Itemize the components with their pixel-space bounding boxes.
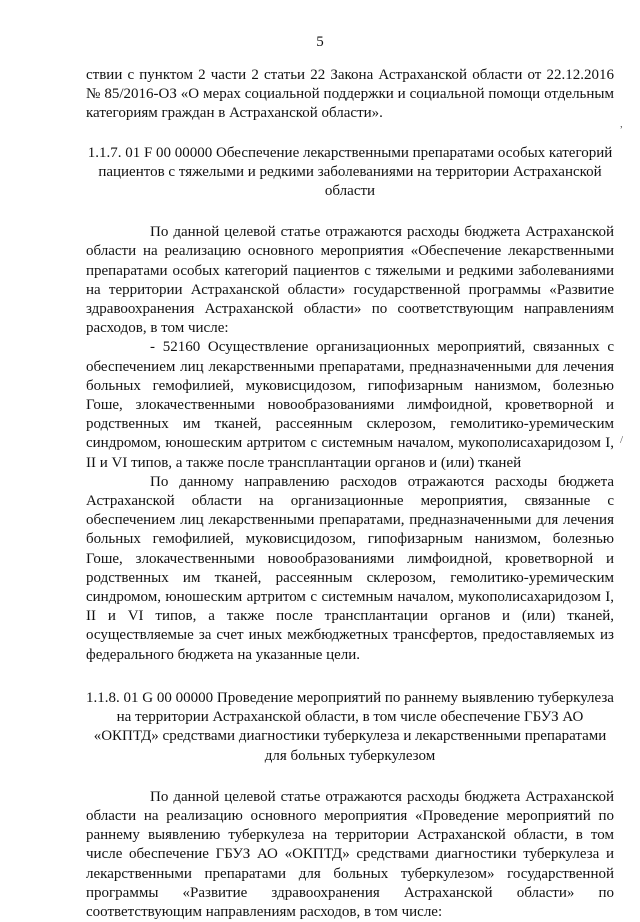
page-number: 5	[316, 34, 324, 50]
section-1-paragraph-1: По данной целевой статье отражаются расходы бюджета Астраханской области на реализацию основного мероприятия «Обеспечение лекарственными препаратами особых категорий пациентов с тяжелыми и редкими заболеваниями на территории Астраханской области» государственной программы «Развитие здравоохранения Астраханской области» по соответствующим направлениям расходов, в том числе:	[86, 224, 614, 337]
section-1-paragraph-3: По данному направлению расходов отражаются расходы бюджета Астраханской области на организационные мероприятия, связанные с обеспечением лиц лекарственными препаратами, предназначенными для лечения больных гемофилией, муковисцидозом, гипофизарным нанизмом, болезнью Гоше, злокачественными новообразованиями лимфоидной, кроветворной и родственных им тканей, рассеянным склерозом, гемолитико-уремическим синдромом, юношеским артритом с системным началом, мукополисахаридозом I, II и VI типов, а также после трансплантации органов и (или) тканей, осуществляемые за счет иных межбюджетных трансфертов, предоставляемых из федерального бюджета на указанные цели.	[86, 473, 614, 663]
section-2-paragraph-1: По данной целевой статье отражаются расходы бюджета Астраханской области на реализацию основного мероприятия «Проведение мероприятий по раннему выявлению туберкулеза на территории Астраханской области, в том числе обеспечение ГБУЗ АО «ОКПТД» средствами диагностики туберкулеза и лекарственными препаратами для больных туберкулезом» государственной программы «Развитие здравоохранения Астраханской области» по соответствующим направлениям расходов, в том числе:	[86, 788, 614, 920]
intro-paragraph: ствии с пунктом 2 части 2 статьи 22 Закона Астраханской области от 22.12.2016 № 85/2016-ОЗ «О мерах социальной поддержки и социальной помощи отдельным категориям граждан в Астраханской области».	[86, 67, 614, 122]
margin-tick-mark: /	[620, 434, 624, 446]
section-heading-1-1-8: 1.1.8. 01 G 00 00000 Проведение мероприятий по раннему выявлению туберкулеза на территории Астраханской области, в том числе обеспечение ГБУЗ АО «ОКПТД» средствами диагностики туберкулеза и лекарственными препаратами для больных туберкулезом	[86, 689, 614, 764]
document-body	[86, 66, 614, 922]
section-1-paragraph-2: - 52160 Осуществление организационных мероприятий, связанных с обеспечением лиц лекарственными препаратами, предназначенными для лечения больных гемофилией, муковисцидозом, гипофизарным нанизмом, болезнью Гоше, злокачественными новообразованиями лимфоидной, кроветворной и родственных им тканей, рассеянным склерозом, гемолитико-уремическим синдромом, юношеским артритом с системным началом, мукополисахаридозом I, II и VI типов, а также после трансплантации органов и (или) тканей	[86, 339, 614, 471]
section-heading-1-1-7: 1.1.7. 01 F 00 00000 Обеспечение лекарственными препаратами особых категорий пациентов с тяжелыми и редкими заболеваниями на территории Астраханской области	[87, 144, 613, 200]
margin-tick-mark: ,	[620, 118, 623, 130]
